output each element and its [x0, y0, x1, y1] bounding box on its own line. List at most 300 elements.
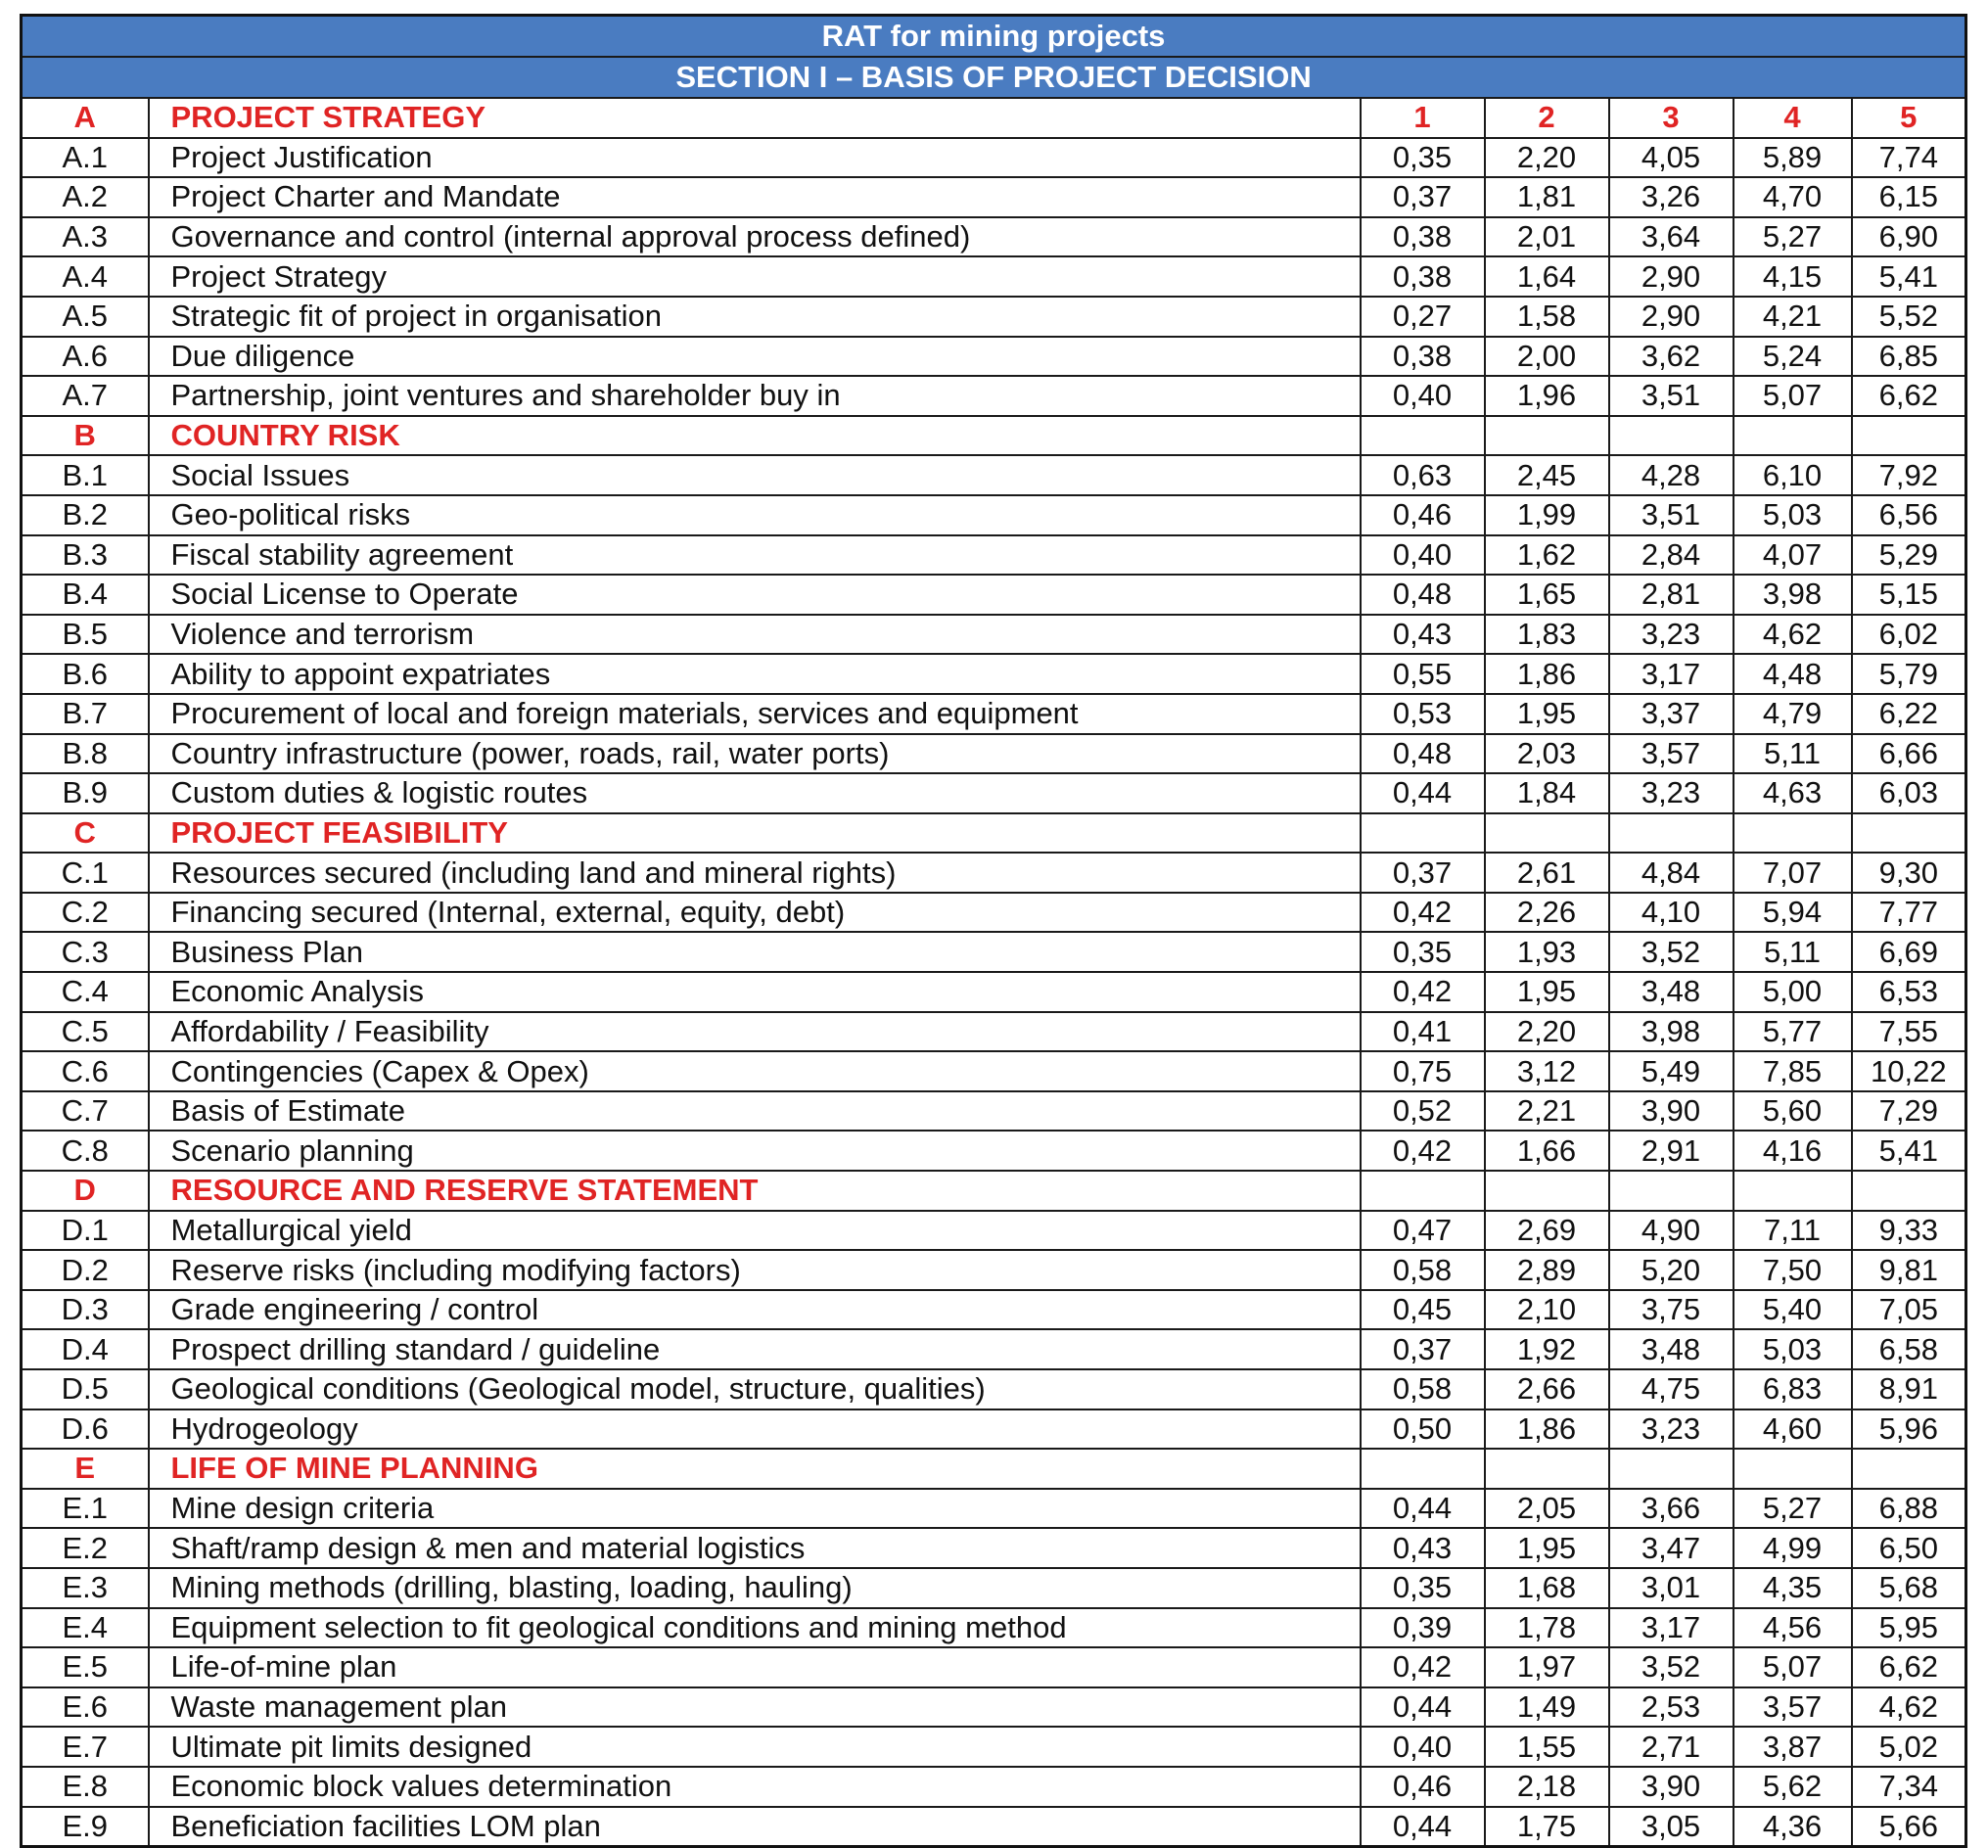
score-value-2: 2,69 — [1485, 1211, 1609, 1251]
item-description: Waste management plan — [149, 1687, 1361, 1728]
item-description: Grade engineering / control — [149, 1290, 1361, 1330]
table-row — [22, 694, 1966, 734]
score-value-5: 5,29 — [1852, 535, 1966, 576]
table-row — [22, 455, 1966, 495]
item-description: Economic Analysis — [149, 972, 1361, 1012]
score-value-3: 3,48 — [1609, 972, 1734, 1012]
score-header-3: 3 — [1609, 98, 1734, 138]
table-row — [22, 1528, 1966, 1568]
empty-cell — [1734, 1171, 1852, 1211]
empty-cell — [1485, 416, 1609, 456]
score-value-5: 5,52 — [1852, 297, 1966, 337]
score-header-4: 4 — [1734, 98, 1852, 138]
score-value-1: 0,40 — [1361, 376, 1485, 416]
section-code: C — [22, 813, 149, 854]
item-description: Reserve risks (including modifying factors) — [149, 1250, 1361, 1290]
score-value-4: 4,21 — [1734, 297, 1852, 337]
score-value-4: 4,79 — [1734, 694, 1852, 734]
table-row — [22, 1409, 1966, 1450]
item-code: C.2 — [22, 893, 149, 933]
score-value-5: 6,02 — [1852, 615, 1966, 655]
score-value-1: 0,42 — [1361, 1131, 1485, 1171]
item-code: C.3 — [22, 932, 149, 972]
score-value-3: 3,51 — [1609, 495, 1734, 535]
score-value-5: 5,41 — [1852, 1131, 1966, 1171]
score-value-1: 0,44 — [1361, 773, 1485, 813]
table-row — [22, 1687, 1966, 1728]
score-value-5: 6,22 — [1852, 694, 1966, 734]
item-code: B.1 — [22, 455, 149, 495]
empty-cell — [1852, 1449, 1966, 1489]
item-description: Business Plan — [149, 932, 1361, 972]
score-value-2: 1,99 — [1485, 495, 1609, 535]
score-value-2: 1,55 — [1485, 1727, 1609, 1767]
score-value-1: 0,40 — [1361, 1727, 1485, 1767]
score-value-5: 6,66 — [1852, 734, 1966, 774]
table-row — [22, 615, 1966, 655]
score-value-5: 6,53 — [1852, 972, 1966, 1012]
score-value-2: 1,65 — [1485, 575, 1609, 615]
score-value-3: 2,81 — [1609, 575, 1734, 615]
item-code: E.4 — [22, 1608, 149, 1648]
score-value-5: 10,22 — [1852, 1051, 1966, 1091]
score-value-1: 0,38 — [1361, 217, 1485, 257]
score-value-2: 2,45 — [1485, 455, 1609, 495]
item-code: E.2 — [22, 1528, 149, 1568]
score-value-4: 5,27 — [1734, 1489, 1852, 1529]
item-description: Project Justification — [149, 138, 1361, 178]
score-value-5: 5,15 — [1852, 575, 1966, 615]
score-value-2: 1,75 — [1485, 1807, 1609, 1847]
score-value-4: 6,83 — [1734, 1369, 1852, 1409]
score-value-5: 7,77 — [1852, 893, 1966, 933]
item-description: Mining methods (drilling, blasting, loading, hauling) — [149, 1568, 1361, 1608]
score-value-4: 5,60 — [1734, 1091, 1852, 1132]
score-value-2: 2,03 — [1485, 734, 1609, 774]
score-value-4: 4,48 — [1734, 654, 1852, 694]
item-code: A.3 — [22, 217, 149, 257]
item-description: Violence and terrorism — [149, 615, 1361, 655]
item-description: Ultimate pit limits designed — [149, 1727, 1361, 1767]
score-value-3: 3,90 — [1609, 1767, 1734, 1807]
score-value-2: 1,49 — [1485, 1687, 1609, 1728]
score-value-5: 7,74 — [1852, 138, 1966, 178]
item-description: Life-of-mine plan — [149, 1647, 1361, 1687]
score-value-3: 2,71 — [1609, 1727, 1734, 1767]
item-code: E.8 — [22, 1767, 149, 1807]
item-description: Project Charter and Mandate — [149, 177, 1361, 217]
score-value-3: 3,90 — [1609, 1091, 1734, 1132]
item-description: Basis of Estimate — [149, 1091, 1361, 1132]
score-value-3: 3,75 — [1609, 1290, 1734, 1330]
item-code: C.1 — [22, 853, 149, 893]
table-row — [22, 1767, 1966, 1807]
score-value-5: 6,50 — [1852, 1528, 1966, 1568]
score-value-3: 3,66 — [1609, 1489, 1734, 1529]
score-value-4: 5,11 — [1734, 734, 1852, 774]
score-value-2: 2,26 — [1485, 893, 1609, 933]
score-value-3: 2,53 — [1609, 1687, 1734, 1728]
item-description: Project Strategy — [149, 256, 1361, 297]
item-code: E.5 — [22, 1647, 149, 1687]
item-description: Geological conditions (Geological model, structure, qualities) — [149, 1369, 1361, 1409]
score-value-1: 0,48 — [1361, 575, 1485, 615]
score-value-5: 4,62 — [1852, 1687, 1966, 1728]
item-code: B.4 — [22, 575, 149, 615]
table-row — [22, 932, 1966, 972]
score-value-4: 4,62 — [1734, 615, 1852, 655]
section-row-a — [22, 98, 1966, 138]
score-value-2: 2,20 — [1485, 138, 1609, 178]
score-value-5: 5,79 — [1852, 654, 1966, 694]
score-value-4: 5,40 — [1734, 1290, 1852, 1330]
score-value-4: 4,99 — [1734, 1528, 1852, 1568]
score-value-2: 1,97 — [1485, 1647, 1609, 1687]
item-code: C.5 — [22, 1012, 149, 1052]
empty-cell — [1734, 813, 1852, 854]
empty-cell — [1734, 416, 1852, 456]
score-value-1: 0,52 — [1361, 1091, 1485, 1132]
empty-cell — [1852, 416, 1966, 456]
score-value-1: 0,38 — [1361, 337, 1485, 377]
table-row — [22, 138, 1966, 178]
item-code: B.8 — [22, 734, 149, 774]
section-code: D — [22, 1171, 149, 1211]
score-value-4: 4,63 — [1734, 773, 1852, 813]
score-value-5: 6,58 — [1852, 1329, 1966, 1369]
item-description: Ability to appoint expatriates — [149, 654, 1361, 694]
empty-cell — [1485, 1171, 1609, 1211]
score-value-3: 3,23 — [1609, 1409, 1734, 1450]
score-value-5: 6,56 — [1852, 495, 1966, 535]
table-row — [22, 575, 1966, 615]
item-code: D.1 — [22, 1211, 149, 1251]
score-value-1: 0,43 — [1361, 1528, 1485, 1568]
item-description: Fiscal stability agreement — [149, 535, 1361, 576]
score-value-3: 5,20 — [1609, 1250, 1734, 1290]
item-code: E.9 — [22, 1807, 149, 1847]
score-value-1: 0,47 — [1361, 1211, 1485, 1251]
score-value-3: 4,84 — [1609, 853, 1734, 893]
score-value-2: 2,61 — [1485, 853, 1609, 893]
score-value-3: 2,84 — [1609, 535, 1734, 576]
score-value-4: 5,24 — [1734, 337, 1852, 377]
empty-cell — [1361, 416, 1485, 456]
empty-cell — [1609, 813, 1734, 854]
score-value-4: 4,36 — [1734, 1807, 1852, 1847]
score-value-4: 4,35 — [1734, 1568, 1852, 1608]
item-description: Prospect drilling standard / guideline — [149, 1329, 1361, 1369]
score-value-4: 5,77 — [1734, 1012, 1852, 1052]
score-value-3: 4,10 — [1609, 893, 1734, 933]
section-row-e — [22, 1449, 1966, 1489]
score-value-4: 7,50 — [1734, 1250, 1852, 1290]
table-row — [22, 376, 1966, 416]
score-value-5: 5,41 — [1852, 256, 1966, 297]
table-row — [22, 1329, 1966, 1369]
item-description: Geo-political risks — [149, 495, 1361, 535]
item-description: Strategic fit of project in organisation — [149, 297, 1361, 337]
table-row — [22, 535, 1966, 576]
score-value-1: 0,75 — [1361, 1051, 1485, 1091]
score-value-1: 0,55 — [1361, 654, 1485, 694]
score-value-4: 7,11 — [1734, 1211, 1852, 1251]
score-value-1: 0,37 — [1361, 177, 1485, 217]
score-value-5: 9,30 — [1852, 853, 1966, 893]
score-value-4: 5,11 — [1734, 932, 1852, 972]
section-code: A — [22, 98, 149, 138]
score-value-1: 0,58 — [1361, 1369, 1485, 1409]
score-value-4: 3,87 — [1734, 1727, 1852, 1767]
item-description: Governance and control (internal approval process defined) — [149, 217, 1361, 257]
score-value-1: 0,42 — [1361, 972, 1485, 1012]
table-row — [22, 1608, 1966, 1648]
rat-table — [20, 14, 1967, 1848]
item-code: C.4 — [22, 972, 149, 1012]
score-value-3: 3,26 — [1609, 177, 1734, 217]
score-value-5: 6,62 — [1852, 376, 1966, 416]
score-value-3: 3,98 — [1609, 1012, 1734, 1052]
item-code: D.5 — [22, 1369, 149, 1409]
item-code: C.8 — [22, 1131, 149, 1171]
empty-cell — [1485, 1449, 1609, 1489]
score-value-1: 0,39 — [1361, 1608, 1485, 1648]
score-value-1: 0,37 — [1361, 853, 1485, 893]
score-value-3: 3,48 — [1609, 1329, 1734, 1369]
score-value-3: 3,01 — [1609, 1568, 1734, 1608]
score-value-4: 4,60 — [1734, 1409, 1852, 1450]
score-value-5: 5,02 — [1852, 1727, 1966, 1767]
item-code: E.3 — [22, 1568, 149, 1608]
item-description: Affordability / Feasibility — [149, 1012, 1361, 1052]
table-row — [22, 1091, 1966, 1132]
item-description: Resources secured (including land and mineral rights) — [149, 853, 1361, 893]
score-value-1: 0,37 — [1361, 1329, 1485, 1369]
section-name: RESOURCE AND RESERVE STATEMENT — [149, 1171, 1361, 1211]
score-value-2: 2,66 — [1485, 1369, 1609, 1409]
section-row-b — [22, 416, 1966, 456]
score-value-1: 0,48 — [1361, 734, 1485, 774]
score-value-2: 1,93 — [1485, 932, 1609, 972]
score-value-5: 9,81 — [1852, 1250, 1966, 1290]
table-row — [22, 1131, 1966, 1171]
table-row — [22, 1647, 1966, 1687]
score-value-5: 6,15 — [1852, 177, 1966, 217]
empty-cell — [1609, 416, 1734, 456]
table-row — [22, 1250, 1966, 1290]
section-code: E — [22, 1449, 149, 1489]
item-description: Financing secured (Internal, external, equity, debt) — [149, 893, 1361, 933]
section-row-d — [22, 1171, 1966, 1211]
item-description: Beneficiation facilities LOM plan — [149, 1807, 1361, 1847]
score-value-3: 4,28 — [1609, 455, 1734, 495]
table-row — [22, 1012, 1966, 1052]
item-code: A.4 — [22, 256, 149, 297]
item-code: E.6 — [22, 1687, 149, 1728]
score-value-4: 5,94 — [1734, 893, 1852, 933]
empty-cell — [1361, 813, 1485, 854]
section-name: LIFE OF MINE PLANNING — [149, 1449, 1361, 1489]
score-value-4: 5,07 — [1734, 376, 1852, 416]
score-value-4: 7,07 — [1734, 853, 1852, 893]
item-code: B.7 — [22, 694, 149, 734]
item-code: C.7 — [22, 1091, 149, 1132]
score-value-4: 5,07 — [1734, 1647, 1852, 1687]
score-value-2: 1,95 — [1485, 972, 1609, 1012]
score-header-2: 2 — [1485, 98, 1609, 138]
score-value-4: 4,15 — [1734, 256, 1852, 297]
score-value-2: 1,95 — [1485, 694, 1609, 734]
score-value-4: 7,85 — [1734, 1051, 1852, 1091]
item-code: A.6 — [22, 337, 149, 377]
score-value-3: 2,91 — [1609, 1131, 1734, 1171]
table-row — [22, 1369, 1966, 1409]
score-value-5: 5,96 — [1852, 1409, 1966, 1450]
score-value-4: 4,16 — [1734, 1131, 1852, 1171]
section-title: SECTION I – BASIS OF PROJECT DECISION — [22, 57, 1966, 98]
score-value-1: 0,35 — [1361, 1568, 1485, 1608]
item-description: Social Issues — [149, 455, 1361, 495]
item-code: B.2 — [22, 495, 149, 535]
item-code: E.1 — [22, 1489, 149, 1529]
item-description: Metallurgical yield — [149, 1211, 1361, 1251]
item-description: Hydrogeology — [149, 1409, 1361, 1450]
score-value-5: 6,85 — [1852, 337, 1966, 377]
score-value-5: 7,05 — [1852, 1290, 1966, 1330]
score-value-3: 3,17 — [1609, 1608, 1734, 1648]
score-value-3: 3,51 — [1609, 376, 1734, 416]
score-value-2: 1,86 — [1485, 1409, 1609, 1450]
score-value-2: 1,95 — [1485, 1528, 1609, 1568]
item-code: B.3 — [22, 535, 149, 576]
score-value-2: 1,62 — [1485, 535, 1609, 576]
score-value-5: 5,68 — [1852, 1568, 1966, 1608]
empty-cell — [1361, 1449, 1485, 1489]
score-value-1: 0,27 — [1361, 297, 1485, 337]
score-value-5: 5,66 — [1852, 1807, 1966, 1847]
score-value-5: 7,29 — [1852, 1091, 1966, 1132]
score-value-4: 3,98 — [1734, 575, 1852, 615]
section-name: PROJECT FEASIBILITY — [149, 813, 1361, 854]
empty-cell — [1852, 813, 1966, 854]
score-value-3: 4,05 — [1609, 138, 1734, 178]
score-value-2: 1,96 — [1485, 376, 1609, 416]
score-value-2: 2,18 — [1485, 1767, 1609, 1807]
score-value-5: 7,92 — [1852, 455, 1966, 495]
score-value-4: 4,07 — [1734, 535, 1852, 576]
score-value-3: 3,52 — [1609, 1647, 1734, 1687]
score-header-5: 5 — [1852, 98, 1966, 138]
score-value-1: 0,42 — [1361, 893, 1485, 933]
item-code: A.5 — [22, 297, 149, 337]
score-value-3: 3,37 — [1609, 694, 1734, 734]
table-row — [22, 734, 1966, 774]
item-code: D.3 — [22, 1290, 149, 1330]
item-description: Contingencies (Capex & Opex) — [149, 1051, 1361, 1091]
empty-cell — [1609, 1171, 1734, 1211]
score-value-2: 1,68 — [1485, 1568, 1609, 1608]
rat-table-sheet — [20, 14, 1965, 1848]
score-value-1: 0,46 — [1361, 1767, 1485, 1807]
table-row — [22, 217, 1966, 257]
score-value-2: 2,01 — [1485, 217, 1609, 257]
item-description: Procurement of local and foreign materials, services and equipment — [149, 694, 1361, 734]
item-description: Country infrastructure (power, roads, rail, water ports) — [149, 734, 1361, 774]
score-value-1: 0,43 — [1361, 615, 1485, 655]
score-value-3: 2,90 — [1609, 297, 1734, 337]
score-header-1: 1 — [1361, 98, 1485, 138]
table-row — [22, 1489, 1966, 1529]
score-value-2: 1,83 — [1485, 615, 1609, 655]
empty-cell — [1734, 1449, 1852, 1489]
item-description: Due diligence — [149, 337, 1361, 377]
table-row — [22, 1290, 1966, 1330]
item-description: Mine design criteria — [149, 1489, 1361, 1529]
score-value-2: 1,66 — [1485, 1131, 1609, 1171]
empty-cell — [1361, 1171, 1485, 1211]
score-value-4: 5,62 — [1734, 1767, 1852, 1807]
score-value-2: 1,58 — [1485, 297, 1609, 337]
score-value-4: 5,03 — [1734, 495, 1852, 535]
score-value-3: 3,52 — [1609, 932, 1734, 972]
score-value-1: 0,50 — [1361, 1409, 1485, 1450]
title-row — [22, 16, 1966, 58]
item-description: Custom duties & logistic routes — [149, 773, 1361, 813]
table-row — [22, 853, 1966, 893]
table-row — [22, 1211, 1966, 1251]
score-value-5: 6,03 — [1852, 773, 1966, 813]
score-value-5: 7,34 — [1852, 1767, 1966, 1807]
score-value-3: 3,47 — [1609, 1528, 1734, 1568]
score-value-1: 0,41 — [1361, 1012, 1485, 1052]
item-description: Equipment selection to fit geological conditions and mining method — [149, 1608, 1361, 1648]
item-description: Scenario planning — [149, 1131, 1361, 1171]
score-value-2: 2,05 — [1485, 1489, 1609, 1529]
item-description: Partnership, joint ventures and shareholder buy in — [149, 376, 1361, 416]
table-row — [22, 893, 1966, 933]
score-value-3: 4,90 — [1609, 1211, 1734, 1251]
score-value-1: 0,58 — [1361, 1250, 1485, 1290]
score-value-5: 9,33 — [1852, 1211, 1966, 1251]
item-code: D.4 — [22, 1329, 149, 1369]
score-value-3: 3,62 — [1609, 337, 1734, 377]
score-value-1: 0,44 — [1361, 1687, 1485, 1728]
score-value-2: 1,86 — [1485, 654, 1609, 694]
table-row — [22, 495, 1966, 535]
score-value-3: 4,75 — [1609, 1369, 1734, 1409]
score-value-4: 4,70 — [1734, 177, 1852, 217]
score-value-4: 6,10 — [1734, 455, 1852, 495]
score-value-1: 0,44 — [1361, 1489, 1485, 1529]
score-value-3: 3,64 — [1609, 217, 1734, 257]
table-row — [22, 1051, 1966, 1091]
empty-cell — [1609, 1449, 1734, 1489]
table-row — [22, 256, 1966, 297]
score-value-2: 1,81 — [1485, 177, 1609, 217]
score-value-5: 6,69 — [1852, 932, 1966, 972]
item-code: B.9 — [22, 773, 149, 813]
score-value-5: 6,88 — [1852, 1489, 1966, 1529]
table-row — [22, 773, 1966, 813]
table-row — [22, 1727, 1966, 1767]
item-code: A.7 — [22, 376, 149, 416]
table-row — [22, 297, 1966, 337]
section-name: COUNTRY RISK — [149, 416, 1361, 456]
score-value-4: 3,57 — [1734, 1687, 1852, 1728]
score-value-2: 2,00 — [1485, 337, 1609, 377]
score-value-3: 3,57 — [1609, 734, 1734, 774]
score-value-2: 2,89 — [1485, 1250, 1609, 1290]
